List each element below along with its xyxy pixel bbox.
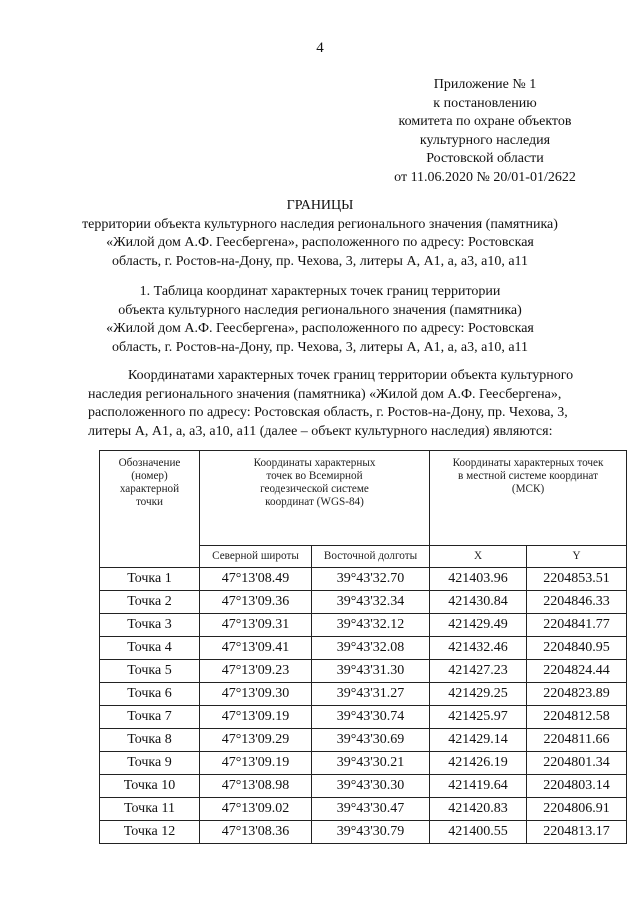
table-row <box>100 775 627 798</box>
title-line: область, г. Ростов-на-Дону, пр. Чехова, 3, литеры А, А1, а, а3, а10, а11 <box>111 253 529 269</box>
appendix-line: от 11.06.2020 № 20/01-01/2622 <box>394 169 576 185</box>
longitude-cell: 39°43'30.79 <box>312 821 430 844</box>
longitude-cell: 39°43'31.27 <box>312 683 430 706</box>
latitude-cell: 47°13'09.31 <box>200 614 312 637</box>
page-number: 4 <box>316 40 324 56</box>
latitude-cell: 47°13'09.29 <box>200 729 312 752</box>
point-name-cell: Точка 11 <box>100 798 200 821</box>
header-east: Восточной долготы <box>312 545 430 567</box>
table-row <box>100 637 627 660</box>
x-cell: 421429.49 <box>430 614 527 637</box>
table-row <box>100 614 627 637</box>
table-row <box>100 660 627 683</box>
table-row <box>100 706 627 729</box>
latitude-cell: 47°13'09.19 <box>200 752 312 775</box>
x-cell: 421400.55 <box>430 821 527 844</box>
y-cell: 2204812.58 <box>527 706 627 729</box>
x-cell: 421429.25 <box>430 683 527 706</box>
latitude-cell: 47°13'09.19 <box>200 706 312 729</box>
x-cell: 421430.84 <box>430 591 527 614</box>
x-cell: 421403.96 <box>430 568 527 591</box>
y-cell: 2204853.51 <box>527 568 627 591</box>
y-cell: 2204824.44 <box>527 660 627 683</box>
paragraph-line: Координатами характерных точек границ территории объекта культурного <box>128 368 574 383</box>
x-cell: 421429.14 <box>430 729 527 752</box>
header-wgs: Координаты характерных точек во Всемирной геодезической системе координат (WGS-84) <box>200 451 430 546</box>
header-designation: Обозначение (номер) характерной точки <box>100 451 200 568</box>
table-row <box>100 591 627 614</box>
longitude-cell: 39°43'32.12 <box>312 614 430 637</box>
paragraph-line: расположенного по адресу: Ростовская область, г. Ростов-на-Дону, пр. Чехова, 3, <box>88 405 568 420</box>
appendix-line: к постановлению <box>433 95 537 111</box>
table-row <box>100 752 627 775</box>
table-row <box>100 729 627 752</box>
longitude-cell: 39°43'30.21 <box>312 752 430 775</box>
header-x: X <box>430 545 527 567</box>
x-cell: 421425.97 <box>430 706 527 729</box>
y-cell: 2204803.14 <box>527 775 627 798</box>
latitude-cell: 47°13'09.41 <box>200 637 312 660</box>
point-name-cell: Точка 10 <box>100 775 200 798</box>
y-cell: 2204811.66 <box>527 729 627 752</box>
appendix-line: Приложение № 1 <box>433 77 537 92</box>
point-name-cell: Точка 3 <box>100 614 200 637</box>
table-row <box>100 798 627 821</box>
longitude-cell: 39°43'32.08 <box>312 637 430 660</box>
y-cell: 2204801.34 <box>527 752 627 775</box>
latitude-cell: 47°13'08.98 <box>200 775 312 798</box>
latitude-cell: 47°13'09.02 <box>200 798 312 821</box>
y-cell: 2204806.91 <box>527 798 627 821</box>
y-cell: 2204840.95 <box>527 637 627 660</box>
longitude-cell: 39°43'30.74 <box>312 706 430 729</box>
latitude-cell: 47°13'09.36 <box>200 591 312 614</box>
table-row <box>100 821 627 844</box>
y-cell: 2204846.33 <box>527 591 627 614</box>
intro-paragraph <box>88 367 612 441</box>
paragraph-line: наследия регионального значения (памятника) «Жилой дом А.Ф. Геесбергена», <box>88 386 562 402</box>
point-name-cell: Точка 8 <box>100 729 200 752</box>
y-cell: 2204813.17 <box>527 821 627 844</box>
longitude-cell: 39°43'30.47 <box>312 798 430 821</box>
coordinates-table <box>99 450 627 844</box>
longitude-cell: 39°43'31.30 <box>312 660 430 683</box>
longitude-cell: 39°43'32.70 <box>312 568 430 591</box>
latitude-cell: 47°13'09.23 <box>200 660 312 683</box>
table-title <box>60 283 580 357</box>
point-name-cell: Точка 12 <box>100 821 200 844</box>
header-msk: Координаты характерных точек в местной системе координат (МСК) <box>430 451 627 546</box>
title-line: территории объекта культурного наследия регионального значения (памятника) <box>82 216 558 232</box>
y-cell: 2204841.77 <box>527 614 627 637</box>
paragraph-line: литеры А, А1, а, а3, а10, а11 (далее – объект культурного наследия) являются: <box>88 423 553 439</box>
x-cell: 421419.64 <box>430 775 527 798</box>
appendix-line: комитета по охране объектов <box>398 114 572 130</box>
longitude-cell: 39°43'32.34 <box>312 591 430 614</box>
x-cell: 421426.19 <box>430 752 527 775</box>
title-heading: ГРАНИЦЫ <box>286 198 354 213</box>
table-body <box>100 568 627 844</box>
appendix-line: культурного наследия <box>419 132 551 148</box>
appendix-block <box>360 76 610 188</box>
table-header-row <box>100 451 627 546</box>
x-cell: 421427.23 <box>430 660 527 683</box>
latitude-cell: 47°13'09.30 <box>200 683 312 706</box>
point-name-cell: Точка 2 <box>100 591 200 614</box>
header-north: Северной широты <box>200 545 312 567</box>
x-cell: 421432.46 <box>430 637 527 660</box>
x-cell: 421420.83 <box>430 798 527 821</box>
point-name-cell: Точка 4 <box>100 637 200 660</box>
latitude-cell: 47°13'08.36 <box>200 821 312 844</box>
table-title-line: 1. Таблица координат характерных точек границ территории <box>139 284 501 299</box>
point-name-cell: Точка 1 <box>100 568 200 591</box>
title-line: «Жилой дом А.Ф. Геесбергена», расположенного по адресу: Ростовская <box>106 235 534 250</box>
appendix-line: Ростовской области <box>426 151 544 167</box>
table-row <box>100 683 627 706</box>
point-name-cell: Точка 6 <box>100 683 200 706</box>
latitude-cell: 47°13'08.49 <box>200 568 312 591</box>
y-cell: 2204823.89 <box>527 683 627 706</box>
table-title-line: область, г. Ростов-на-Дону, пр. Чехова, 3, литеры А, А1, а, а3, а10, а11 <box>111 339 529 355</box>
table-title-line: объекта культурного наследия регионального значения (памятника) <box>118 302 522 318</box>
longitude-cell: 39°43'30.69 <box>312 729 430 752</box>
point-name-cell: Точка 7 <box>100 706 200 729</box>
point-name-cell: Точка 5 <box>100 660 200 683</box>
point-name-cell: Точка 9 <box>100 752 200 775</box>
document-title <box>60 197 580 271</box>
table-title-line: «Жилой дом А.Ф. Геесбергена», расположенного по адресу: Ростовская <box>106 321 534 336</box>
longitude-cell: 39°43'30.30 <box>312 775 430 798</box>
header-y: Y <box>527 545 627 567</box>
table-row <box>100 568 627 591</box>
